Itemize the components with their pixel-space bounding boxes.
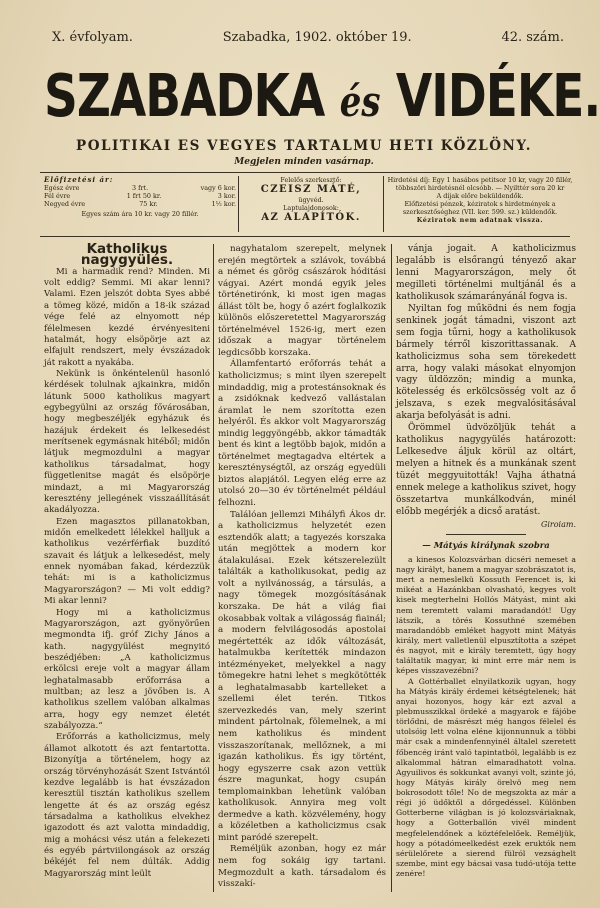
newspaper-subtitle: POLITIKAI ES VEGYES TARTALMU HETI KÖZLÖNY. bbox=[76, 138, 532, 154]
paragraph: Erőforrás a katholicizmus, mely államot alkotott és azt fentartotta. Bizonyítja a történelem, hogy az ország törvényhozását Szent Istvántól kezdve legalább is hat évszázadon keresztül tisztán katholikus szellem lengette át és az ország egész társadalma a katholikus elvekhez igazodott és azt valotta mindaddig, mig a mohácsi vész után a felekezeti és egyéb pártviilongások az ország békéjét fel nem dúlták. Addig Magyarország mint leült bbox=[44, 732, 210, 879]
paragraph: Államfentartó erőforrás tehát a katholicizmus; s mint ilyen szerepelt mindaddig, mig a protestánsoknak és a zsidóknak kedvező vallástalan áramlat le nem szorította ezen helyéről. És akkor volt Magyarország mindig leggyöngébb, akkor támadták bent és kint a legtöbb bajok, midőn a történelmet megtagadva eltértek a kereszténységtől, az ország egyedüli biztos alapjától. Legyen elég erre az utolsó 20—30 év történelmét például felhozni. bbox=[218, 359, 386, 509]
paragraph: nagyhatalom szerepelt, melynek erején megtörtek a szlávok, továbbá a német és görög császárok hóditási vágyai. Azért mondá egyik jeles történetirónk, ki most igen magas állást tölt be, hogy ő azért foglalkozik különös előszeretettel Magyarország történelmével 1526-ig, mert ezen időszak a magyar történelem legdicsőbb korszaka. bbox=[218, 244, 386, 358]
column-3 bbox=[396, 244, 576, 879]
header-divider-1 bbox=[238, 176, 239, 232]
title-conjunction: és bbox=[339, 77, 381, 127]
subscription-price-alt: vagy 6 kor. bbox=[200, 184, 236, 192]
editors-box bbox=[242, 176, 380, 232]
subscription-price: 1 frt 50 kr. bbox=[126, 192, 162, 200]
ad-prepay-text: A díjak előre beküldendők. bbox=[436, 192, 524, 200]
subscription-period: Egész évre bbox=[44, 184, 80, 192]
publication-frequency: Megjelen minden vasárnap. bbox=[234, 157, 374, 167]
owners-label: Laptulajdonosok: bbox=[283, 204, 339, 212]
editor-name: CZEISZ MÁTÉ, bbox=[260, 184, 362, 195]
subscription-box bbox=[44, 176, 236, 232]
subscription-price-alt: 3 kor. bbox=[217, 192, 236, 200]
subscription-price: 75 kr. bbox=[139, 200, 158, 208]
column-divider-1 bbox=[213, 244, 214, 892]
place-date: Szabadka, 1902. október 19. bbox=[222, 30, 412, 45]
title-part-2: VIDÉKE. bbox=[395, 62, 600, 131]
subscription-row bbox=[44, 184, 236, 192]
masthead-topline bbox=[52, 30, 564, 45]
volume-label: X. évfolyam. bbox=[52, 30, 133, 45]
paragraph: A Gottérballet elnyilatkozik ugyan, hogy ha Mátyás király érdemei kétségtelenek; hát anyai hozonyos, hogy kár ezt azval a plebmusszikkal ördeké a magyarok e fájóbe törlődni, de másrészt még hangos félelel és utolsóig lett volna eléne kijonnunnuk a többi már csak a mindenfennyinél általel szeretett főbencég iránt való tapintatból, legalább is ez alkalommal hátran elmaradhatott volna. Agyuilivos és sokkunkat avanyi volt, szinte jó, hogy Mátyás király örelvö meg nem bokrosodott tőle! No de megszokta az már a régi jó üdőktől a dőrgedéssel. Különben Gotterberne világban is jó kolozsváriaknak, hogy a Gotterballón vivél mindent megfelelendőnek a köztéfelelőek. Reméljük, hogy a pótadómeelkedést ezek eruktók nem sérülelőrete a sierend fülról vezsághelt szembe, mint egy bácsai vasa tudó-utója tette zenére! bbox=[396, 676, 576, 879]
header-rule-bottom bbox=[40, 236, 570, 237]
column-1 bbox=[44, 241, 211, 880]
article-title: Katholikus nagygyülés. bbox=[80, 241, 174, 269]
subscription-row bbox=[44, 200, 236, 208]
header-rule-top bbox=[40, 172, 570, 173]
header-divider-2 bbox=[383, 176, 384, 232]
paragraph: Örömmel üdvözöljük tehát a katholikus nagygyülés határozott: Lelkesedve áljuk körül az oltárt, melyen a hitnek és a munkának szent tüzét meggyuitották! Vajha áthatná ennek melege a katholikus szivet, hogy összetartva munkálkodván, minél előbb megérjék a dicső aratást. bbox=[396, 423, 576, 517]
column-divider-2 bbox=[391, 244, 392, 892]
subscription-row bbox=[44, 192, 236, 200]
subscription-price-alt: 1½ kor. bbox=[211, 200, 236, 208]
paragraph: Hogy mi a katholicizmus Magyarországon, azt gyönyörűen megmondta ifj. gróf Zichy János a kath. nagygyülést megnyitó beszédjében: „A katholicizmus erkölcsi ereje volt a magyar állam leghatalmasabb erőforrása a multban; az lesz a jövőben is. A katholikus szellem valóban alkalmas arra, hogy egy nemzet életét szabályozza.“ bbox=[44, 607, 210, 732]
title-part-1: SZABADKA bbox=[44, 62, 325, 131]
ad-rate-text: Hirdetési díj: Egy 1 hasábos petitsor 10 kr, vagy 20 fillér, többszöri hirdetésnél olcsóbb. — Nyilttér sora 20 kr bbox=[387, 176, 573, 192]
advertising-box bbox=[386, 176, 574, 232]
paragraph: vánja jogait. A katholicizmus legalább is elsőrangú tényező akar lenni Magyarországon, mely őt megilleti történelmi multjánál és a katholikusok számarányánál fogva is. bbox=[396, 244, 576, 302]
editor-label: Felelős szerkesztő: bbox=[280, 176, 342, 184]
section-divider bbox=[446, 534, 526, 535]
paragraph: a kinesos Kolozsvárban dicséri nemeset a nagy királyt, hanem a magyar szobrászatot is, mert a nemeslelkü Kossuth Ferencet is, ki mikéat a Hazánkban olvasható, kegyes volt kisek megterhelni Hollós Mátyást, mint aki nem teremtett valami maradandót! Ugy látszik, a törés Kossuthné szemében maradandóbb emléket hagyott mint Mátyás király, mert valletlenül elpusztította a szépet és nagyot, mit e király teremtett, úgy hogy találtatik magyar, ki mint erre már nem is képes visszavezébni? bbox=[396, 554, 576, 676]
paragraph: Ezen magasztos pillanatokban, midőn emelkedett lélekkel halljuk a katholikus vezérférfiak buzdító szavait és látjuk a lelkesedést, mely ennek nyomában fakad, kérdezzük tehát: mi is a katholicizmus Magyarországon? — Mi volt eddig? Mi akar lenni? bbox=[44, 516, 210, 607]
ad-manuscripts-note: Kéziratok nem adatnak vissza. bbox=[416, 216, 544, 224]
paragraph: Reméljük azonban, hogy ez már nem fog sokáig igy tartani. Megmozdult a kath. társadalom és visszakí- bbox=[218, 844, 386, 890]
paragraph: Találóan jellemzi Mihályfi Ákos dr. a katholicizmus helyzetét ezen esztendők alatt; a tagyezés korszaka után megjöttek a modern kor átalakulásai. Ezek kétszerelezült találták a katholikusokat, pedig az volt a nyilvánosság, a társulás, a nagy tömegek mozgósításának korszaka. De hát a világ fiai okosabbak voltak a világosság fiainál; a modern felvilágosodás apostolai megértették az idők változását, hatalmukba kerítették mindazon intézményeket, melyekkel a nagy tömegekre hatni lehet s megkötötték a leghatalmasabb kartelleket a szellemi élet terén. Titkos szervezkedés van, mely szerint mindent pártolnak, fölemelnek, a mi nem katholikus és mindent visszaszorítanak, mellőznek, a mi igazán katholikus. És igy történt, hogy egyszerre csak azon vettük észre magunkat, hogy csupán templomainkban lehetünk valóban katholikusok. Annyira meg volt dermedve a kath. közvélemény, hogy a közéletben a katholicizmus csak mint paródé szerepelt. bbox=[218, 509, 386, 843]
editor-role: ügyvéd. bbox=[298, 196, 324, 204]
section2-title: — Mátyás királynak szobra bbox=[422, 540, 550, 551]
owners-name: AZ ALAPÍTÓK. bbox=[261, 212, 361, 223]
newspaper-title bbox=[44, 62, 600, 131]
subscription-heading: Előfizetési ár: bbox=[44, 175, 114, 184]
paragraph: Mi a harmadik rend? Minden. Mi volt eddig? Semmi. Mi akar lenni? Valami. Ezen jelszót dobta Syes abbé a tömeg közé, midőn a 18-ik század vége felé az elnyomott nép félelmesen kezdé érvényesiteni hatalmát, hogy elsöpörje azt az elfajult rendszert, mely évszázadok ját rakott a nyakába. bbox=[44, 266, 210, 368]
subscription-price: 3 frt. bbox=[131, 184, 149, 192]
article-signature: Giroiam. bbox=[540, 519, 576, 529]
column-2 bbox=[218, 244, 386, 891]
paragraph: Nekünk is önkéntelenül hasonló kérdések tolulnak ajkainkra, midőn látunk 5000 katholikus magyart egybegyülni az ország fővárosában, hogy megbeszéljék egyházuk és hazájuk érdekeit és lelkesedést merítsenek egymásnak hitéből; midőn látjuk megmozdulni a magyar katholikus társadalmat, hogy függetlenitse magát és elsöpörje mindazt, a mi Magyarország keresztény jellegének visszaállítását akadályozza. bbox=[44, 368, 211, 516]
subscription-period: Negyed évre bbox=[44, 200, 86, 208]
subscription-period: Fél évre bbox=[44, 192, 71, 200]
paragraph: Nyiltan fog működni és nem fogja senkinek jogát támadni, viszont azt sem fogja tűrni, hogy a katholikusok bármely térről kiszorittassanak. A katholicizmus soha sem törekedett arra, hogy valaki másokat elnyomjon vagy üldözzön; mindig a munka, kötelesség és erkölcsösség volt az ő jelszava, s ezek megvalósitásával akarja befolyását is adni. bbox=[396, 303, 576, 422]
issue-number: 42. szám. bbox=[501, 30, 564, 45]
ad-address-text: Előfizetési pénzek, kéziratok s hirdetmények a szerkesztőséghez (VII. ker. 599. sz.) küldendők. bbox=[402, 200, 558, 216]
single-copy-price: Egyes szám ára 10 kr. vagy 20 fillér. bbox=[81, 210, 199, 218]
